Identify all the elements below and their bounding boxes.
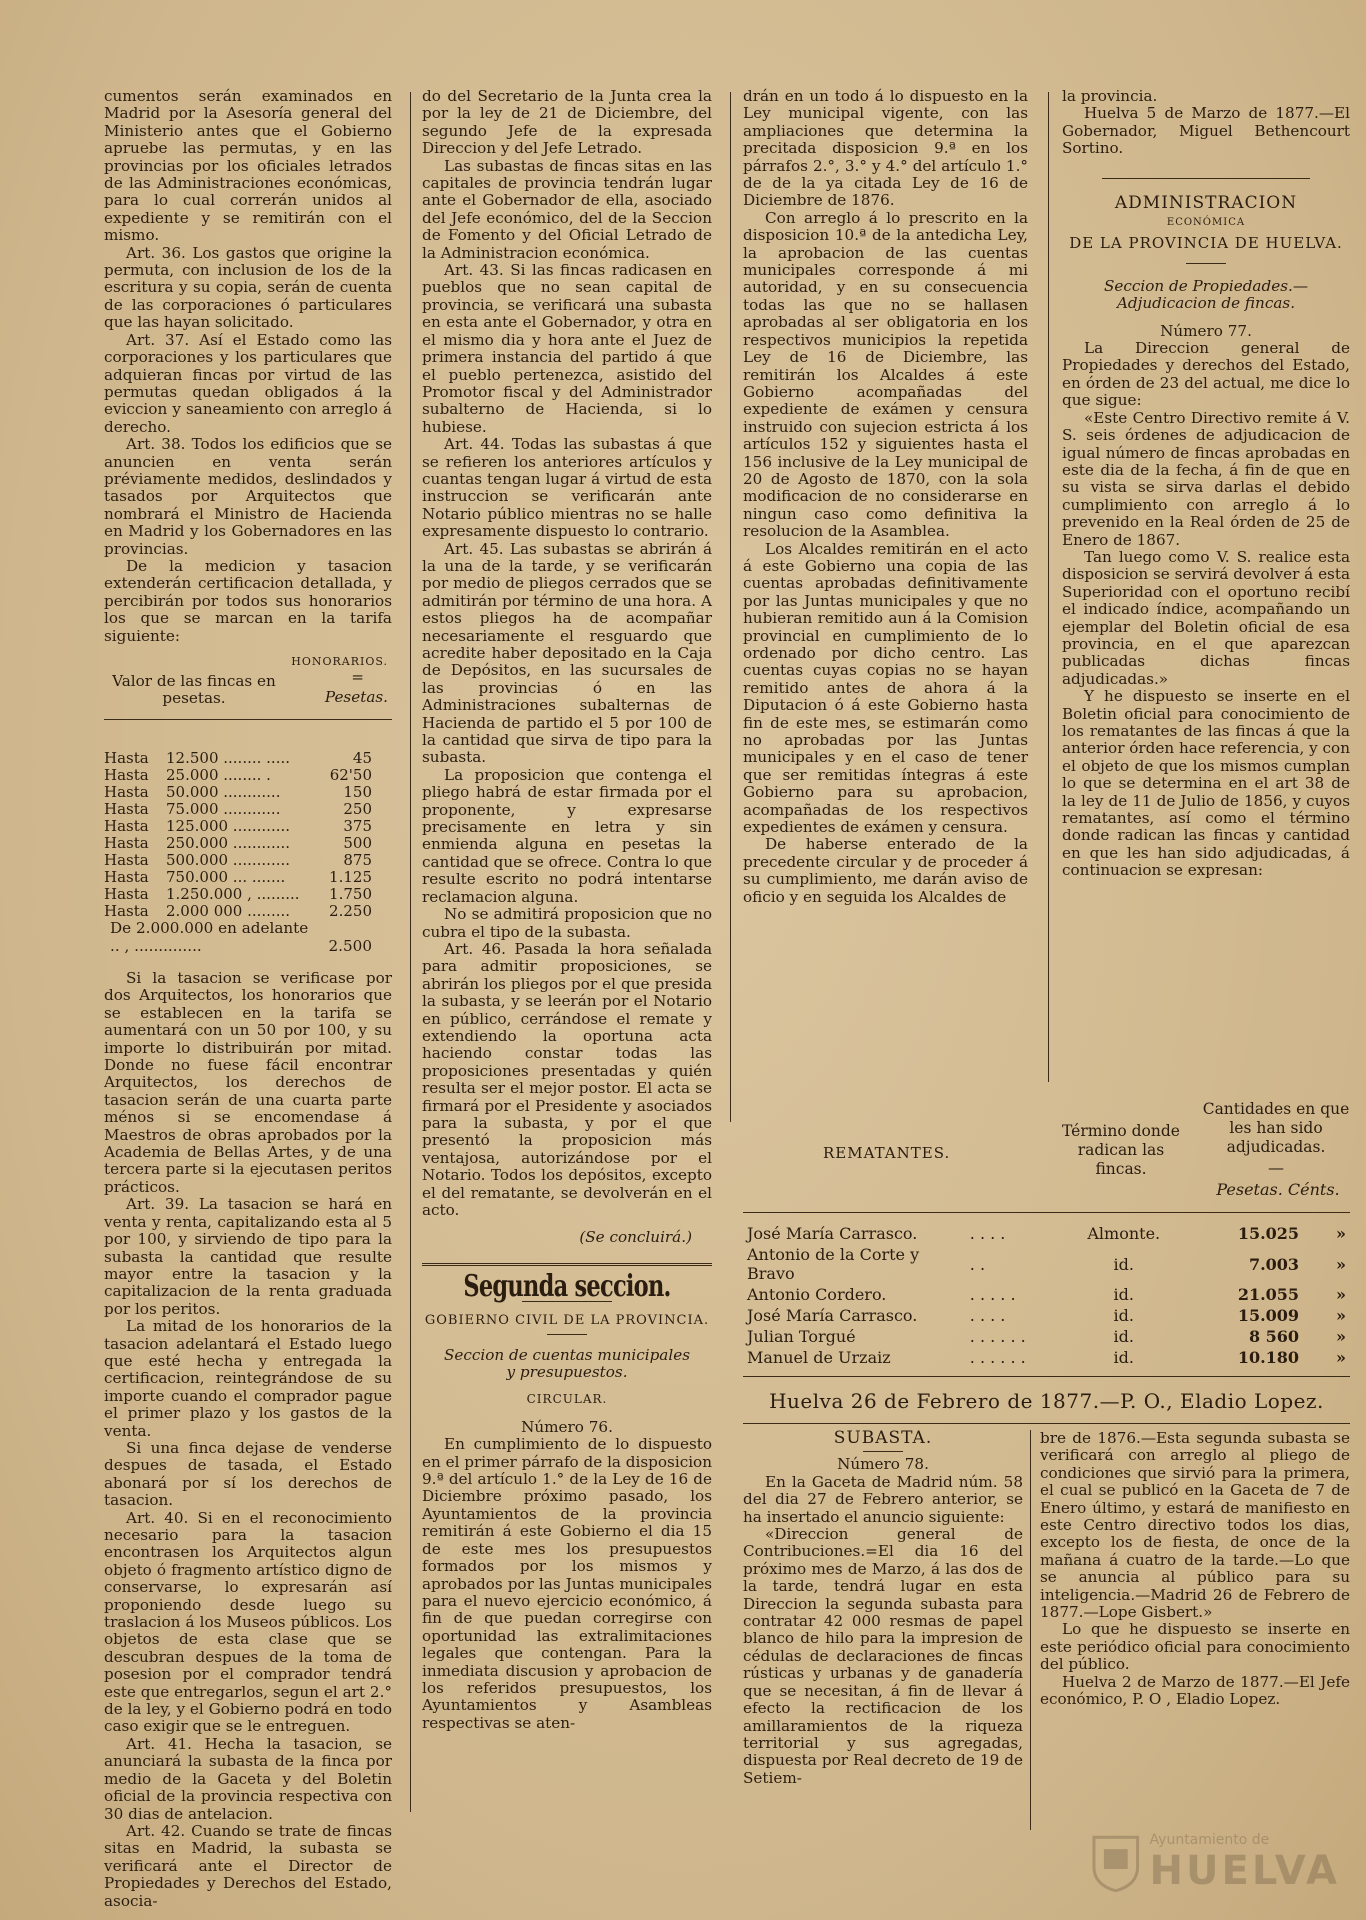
rematante-amount: 10.180 <box>1237 1348 1300 1367</box>
fee-header-right: HONORARIOS. <box>291 655 388 668</box>
rematante-name: Antonio Cordero. <box>747 1285 887 1304</box>
rematante-cents: » <box>1336 1254 1346 1274</box>
rematante-term: id. <box>1113 1327 1134 1346</box>
rematante-term: id. <box>1113 1285 1134 1304</box>
paragraph: drán en un todo á lo dispuesto en la Ley municipal vigente, con las ampliaciones que determina la precitada disposicion 9.ª en los párrafos 2.°, 3.° y 4.° del artículo 1.° de de la ya citada Ley de 16 de Diciembre de 1876. <box>743 87 1028 210</box>
fee-value: 250.000 ............ <box>166 834 291 852</box>
fee-amount: 375 <box>343 817 372 835</box>
rematante-name: Manuel de Urzaiz <box>747 1348 891 1367</box>
fee-label: Hasta <box>104 766 149 784</box>
paragraph: «Direccion general de Contribuciones.=El dia 16 del próximo mes de Marzo, á las dos de la tarde, tendrá lugar en esta Direccion la segunda subasta para contratar 42 000 resmas de papel blanco de hilo para la impresion de cédulas de declaraciones de fincas rústicas y urbanas y de ganadería que se necesitan, á fin de llevar á efecto la rectificacion de los amillaramientos de la riqueza territorial y sus agregadas, dispuesta por Real decreto de 19 de Setiem- <box>743 1525 1023 1787</box>
archive-watermark <box>1090 1828 1340 1898</box>
section-divider <box>422 1263 712 1266</box>
rematantes-section <box>743 1096 1350 1434</box>
paragraph: Art. 39. La tasacion se hará en venta y renta, capitalizando esta al 5 por 100, y sirviendo de tipo para la subasta la cantidad que resulte mayor entre la tasacion y la capitalizacion de la renta graduada por los peritos. <box>104 1195 392 1318</box>
rematante-amount: 15.025 <box>1237 1224 1300 1243</box>
fee-label: Hasta <box>104 783 149 801</box>
admin-heading: ADMINISTRACION <box>1114 192 1298 213</box>
ornament-rule <box>547 1334 587 1335</box>
watermark-small: Ayuntamiento de <box>1149 1832 1270 1848</box>
paragraph: Los Alcaldes remitirán en el acto á este Gobierno una copia de las cuentas aprobadas definitivamente por las Juntas municipales y que no hubieran remitido aun á la Comision provincial en cumplimiento de lo ordenado por dicho centro. Las cuentas cuyas copias no se hayan remitido antes de ahora á la Diputacion ó á este Gobierno hasta fin de este mes, se estimarán como no aprobadas por las Juntas municipales y en el caso de tener que ser remitidas íntegras á este Gobierno para su aprobacion, acompañadas de los respectivos expedientes de exámen y censura. <box>743 539 1028 837</box>
fee-row <box>104 869 392 886</box>
fee-value: 50.000 ............ <box>166 783 281 801</box>
rematante-row <box>743 1244 1350 1284</box>
fee-label: Hasta <box>104 885 149 903</box>
fee-amount: 1.750 <box>329 885 372 903</box>
fee-table-header <box>104 653 392 715</box>
column-4 <box>1062 88 1350 880</box>
paragraph: Art. 45. Las subastas se abrirán á la una de la tarde, y se verificarán por medio de pliegos cerrados que se admitirán por término de una hora. A estos pliegos ha de acompañar necesariamente el resguardo que acredite haber depositado en la Caja de Depósitos, en las sucursales de las provincias ó en las Administraciones subalternas de Hacienda de partido el 5 por 100 de la cantidad que sirva de tipo para la subasta. <box>422 539 712 767</box>
header-term: Término donde radican las fincas. <box>1062 1122 1180 1178</box>
fee-last-label-a: De 2.000.000 en adelante <box>110 919 309 937</box>
divider <box>743 1376 1350 1377</box>
fee-table <box>104 750 392 920</box>
fee-value: 75.000 ............ <box>166 800 281 818</box>
fee-row <box>104 903 392 920</box>
fee-row <box>104 784 392 801</box>
notice-number: Número 77. <box>1160 321 1252 340</box>
paragraph: Y he dispuesto se inserte en el Boletin oficial para conocimiento de los rematantes de las fincas á que la anterior órden hace referencia, y con el objeto de que los mismos cumplan lo que se determina en el art 38 de la ley de 11 de Julio de 1856, y cuyos rematantes, así como el término donde radican las fincas y cantidad en que les han sido adjudicadas, á continuacion se expresan: <box>1062 687 1350 880</box>
fee-label: Hasta <box>104 749 149 767</box>
fee-value: 1.250.000 , ......... <box>166 885 300 903</box>
fee-amount: 250 <box>343 800 372 818</box>
section-subheading: GOBIERNO CIVIL DE LA PROVINCIA. <box>424 1313 710 1329</box>
paragraph: «Este Centro Directivo remite á V. S. seis órdenes de adjudicacion de igual número de fincas aprobadas en este dia de la fecha, á fin de que en su vista se sirva darlas el debido cumplimiento con arreglo á lo prevenido en la Real órden de 25 de Enero de 1867. <box>1062 408 1350 549</box>
rematantes-table <box>743 1223 1350 1368</box>
fee-last-value: 2.500 <box>328 937 372 955</box>
paragraph: La mitad de los honorarios de la tasacion adelantará el Estado luego que esté hecha y entregada la certificacion, reintegrándose de su importe cuando el comprador pague el primer plazo y los gastos de la venta. <box>104 1317 392 1440</box>
section-subtitle: Seccion de Propiedades.—Adjudicacion de fincas. <box>1103 276 1309 313</box>
header-amount: Cantidades en que les han sido adjudicadas. <box>1202 1100 1350 1156</box>
ornament-rule <box>1186 263 1226 264</box>
rematante-amount: 21.055 <box>1237 1285 1300 1304</box>
ornament-rule <box>863 1451 903 1452</box>
fee-row <box>104 750 392 767</box>
fee-label: Hasta <box>104 817 149 835</box>
notice-number: Número 78. <box>837 1455 929 1474</box>
section-subtitle: Seccion de cuentas municipales y presupuestos. <box>444 1345 690 1382</box>
fee-row <box>104 818 392 835</box>
paragraph: Art. 44. Todas las subastas á que se refieren los anteriores artículos y cuantas tengan lugar á virtud de esta instruccion se verificarán ante Notario público mientras no se halle expresamente dispuesto lo contrario. <box>422 435 712 541</box>
section-heading: Segunda seccion. <box>463 1268 671 1304</box>
fee-label: Hasta <box>104 902 149 920</box>
paragraph: En cumplimiento de lo dispuesto en el primer párrafo de la disposicion 9.ª del artículo 1.° de la Ley de 16 de Diciembre próximo pasado, los Ayuntamientos de la provincia remitirán á este Gobierno el dia 15 de este mes los presupuestos formados por los mismos y aprobados por las Juntas municipales para el nuevo ejercicio económico, á fin de que puedan corregirse con oportunidad las extralimitaciones legales que contengan. Para la inmediata discusion y aprobacion de los referidos presupuestos, los Ayuntamientos y Asambleas respectivas se aten- <box>422 1435 712 1732</box>
column-1 <box>104 88 392 1910</box>
rematante-row <box>743 1284 1350 1305</box>
fee-value: 125.000 ............ <box>166 817 291 835</box>
fee-amount: 2.250 <box>329 902 372 920</box>
rematante-name: Antonio de la Corte y Bravo <box>747 1245 920 1283</box>
divider <box>1102 178 1310 179</box>
paragraph: Art. 40. Si en el reconocimiento necesario para la tasacion encontrasen los Arquitectos algun objeto ó fragmento artístico digno de conservarse, lo expresarán así proponiendo desde luego su traslacion á los Museos públicos. Los objetos de esta clase que se descubran despues de la toma de posesion por el comprador tendrá este que entregarlos, segun el art 2.° de la ley, y el Gobierno podrá en todo caso exigir que se le entreguen. <box>104 1508 392 1736</box>
rematante-row <box>743 1305 1350 1326</box>
fee-label: Hasta <box>104 868 149 886</box>
rematante-row <box>743 1347 1350 1368</box>
rematante-cents: » <box>1336 1327 1346 1346</box>
paragraph: Art. 36. Los gastos que origine la permuta, con inclusion de los de la escritura y su copia, serán de cuenta de las corporaciones ó particulares que las hayan solicitado. <box>104 243 392 332</box>
column-2 <box>422 88 712 1732</box>
divider <box>743 1423 1350 1424</box>
subasta-title: SUBASTA. <box>833 1428 933 1448</box>
fee-label: Hasta <box>104 800 149 818</box>
fee-row <box>104 852 392 869</box>
header-unit: Pesetas. Cénts. <box>1216 1180 1340 1199</box>
rematante-amount: 8 560 <box>1248 1327 1300 1346</box>
fee-row <box>104 801 392 818</box>
column-rule <box>1030 1430 1031 1830</box>
fee-label: Hasta <box>104 834 149 852</box>
signature-line: Huelva 26 de Febrero de 1877.—P. O., Eladio Lopez. <box>769 1389 1324 1413</box>
fee-last-row <box>104 920 392 956</box>
paragraph: Si la tasacion se verificase por dos Arquitectos, los honorarios que se establecen en la tarifa se aumentará con un 50 por 100, y su importe lo distribuirán por mitad. Donde no fuese fácil encontrar Arquitectos, los derechos de tasacion serán de una cuarta parte ménos si se encomendase á Maestros de obras aprobados por la Academia de Bellas Artes, y de una tercera parte si la ejecutasen peritos prácticos. <box>104 969 392 1196</box>
paragraph: Art. 37. Así el Estado como las corporaciones y los particulares que adquieran fincas por virtud de las permutas quedan obligados á la eviccion y saneamiento con arreglo á derecho. <box>104 330 392 436</box>
paragraph: En la Gaceta de Madrid núm. 58 del dia 27 de Febrero anterior, se ha insertado el anuncio siguiente: <box>743 1472 1023 1526</box>
rematante-term: id. <box>1113 1348 1134 1367</box>
leader-dots: . . . . . . <box>969 1348 1026 1367</box>
paragraph: Art. 42. Cuando se trate de fincas sitas en Madrid, la subasta se verificará ante el Director de Propiedades y Derechos del Estado, asocia- <box>104 1821 392 1910</box>
fee-header-left: Valor de las fincas en pesetas. <box>112 672 276 708</box>
leader-dots: . . . . . . <box>969 1327 1026 1346</box>
fee-value: 2.000 000 ......... <box>166 902 291 920</box>
fee-row <box>104 886 392 903</box>
column-rule <box>410 92 411 1812</box>
paragraph: Si una finca dejase de venderse despues de tasada, el Estado abonará por sí los derechos de tasacion. <box>104 1438 392 1510</box>
paragraph: bre de 1876.—Esta segunda subasta se verificará con arreglo al pliego de condiciones que sirvió para la primera, el cual se publicó en la Gaceta de 7 de Enero último, y estará de manifiesto en este Centro directivo todos los dias, excepto los de fiesta, de once de la mañana á cuatro de la tarde.—Lo que se anuncia al público para su inteligencia.—Madrid 26 de Febrero de 1877.—Lope Gisbert.» <box>1040 1429 1350 1622</box>
column-rule <box>730 92 731 1122</box>
column-3 <box>743 88 1028 906</box>
paragraph: De la medicion y tasacion extenderán certificacion detallada, y percibirán por todos sus honorarios los que se marcan en la tarifa siguiente: <box>104 556 392 645</box>
fee-amount: 1.125 <box>329 868 372 886</box>
rematantes-header <box>743 1096 1350 1212</box>
column-rule <box>1048 92 1049 1082</box>
fee-amount: 500 <box>343 834 372 852</box>
fee-value: 12.500 ........ ..... <box>166 749 291 767</box>
rematante-amount: 15.009 <box>1237 1306 1300 1325</box>
paragraph: la provincia. <box>1062 87 1158 105</box>
watermark-big: HUELVA <box>1149 1848 1340 1894</box>
paragraph: Huelva 5 de Marzo de 1877.—El Gobernador, Miguel Bethencourt Sortino. <box>1062 104 1350 158</box>
fee-amount: 875 <box>343 851 372 869</box>
fee-value: 500.000 ............ <box>166 851 291 869</box>
fee-amount: 150 <box>343 783 372 801</box>
fee-label: Hasta <box>104 851 149 869</box>
rematante-name: José María Carrasco. <box>747 1224 918 1243</box>
leader-dots: . . <box>969 1254 986 1274</box>
fee-header-eq: = <box>351 668 364 686</box>
shield-icon <box>1090 1833 1142 1893</box>
to-be-continued: (Se concluirá.) <box>579 1228 692 1247</box>
rematante-name: Julian Torgué <box>747 1327 856 1346</box>
rematante-term: id. <box>1113 1254 1134 1274</box>
paragraph: Con arreglo á lo prescrito en la disposicion 10.ª de la antedicha Ley, la aprobacion de las cuentas municipales corresponde á mi autoridad, y en su consecuencia todas las que no se hallasen aprobadas al ser obligatoria en los respectivos municipios la repetida Ley de 16 de Diciembre, las remitirán los Alcaldes á este Gobierno acompañadas del expediente de exámen y censura instruido con sujecion estricta á los artículos 152 y siguientes hasta el 156 inclusive de la Ley municipal de 20 de Agosto de 1870, con la sola modificacion de no considerarse en ningun caso como definitiva la resolucion de la Asamblea. <box>743 208 1028 541</box>
fee-amount: 62'50 <box>329 766 372 784</box>
divider <box>104 719 392 720</box>
leader-dots: . . . . <box>969 1306 1006 1325</box>
divider <box>743 1212 1350 1213</box>
paragraph: La proposicion que contenga el pliego habrá de estar firmada por el proponente, y expresarse precisamente en letra y sin enmienda alguna en pesetas la cantidad que se ofrece. Contra lo que resulte escrito no podrá intentarse reclamacion alguna. <box>422 765 712 906</box>
fee-header-unit: Pesetas. <box>324 688 388 706</box>
rematante-row <box>743 1326 1350 1347</box>
admin-province: DE LA PROVINCIA DE HUELVA. <box>1069 234 1343 253</box>
paragraph: do del Secretario de la Junta crea la por la ley de 21 de Diciembre, del segundo Jefe de la expresada Direccion y del Jefe Letrado. <box>422 87 712 158</box>
paragraph: cumentos serán examinados en Madrid por la Asesoría general del Ministerio antes que el Gobierno apruebe las permutas, y en las provincias por los oficiales letrados de las Administraciones económicas, para lo cual correrán unidos al expediente y se remitirán con el mismo. <box>104 87 392 245</box>
header-dash: — <box>1268 1158 1284 1177</box>
leader-dots: . . . . . <box>969 1285 1016 1304</box>
circular-label: CIRCULAR. <box>526 1392 608 1407</box>
admin-subheading: ECONÓMICA <box>1166 217 1246 229</box>
rematante-row <box>743 1223 1350 1244</box>
rematante-cents: » <box>1336 1224 1346 1243</box>
paragraph: Art. 43. Si las fincas radicasen en pueblos que no sean capital de provincia, se verificará una subasta en esta ante el Gobernador, y otra en el mismo dia y hora ante el Juez de primera instancia del partido á que el pueblo pertenezca, asistido del Promotor fiscal y del Administrador subalterno de Hacienda, si lo hubiese. <box>422 261 712 436</box>
fee-amount: 45 <box>352 749 372 767</box>
fee-value: 750.000 ... ....... <box>166 868 286 886</box>
paragraph: Tan luego como V. S. realice esta disposicion se servirá devolver á esta Superioridad con el oportuno recibí el indicado índice, acompañando un ejemplar del Boletin oficial de esa provincia, en el que aparezcan publicadas dichas fincas adjudicadas.» <box>1062 547 1351 688</box>
paragraph: Art. 41. Hecha la tasacion, se anunciará la subasta de la finca por medio de la Gaceta y del Boletin oficial de la provincia respectiva con 30 dias de antelacion. <box>104 1734 392 1823</box>
fee-last-label-b: .. , .............. <box>110 937 202 955</box>
subasta-column-2 <box>1040 1430 1350 1709</box>
paragraph: Art. 46. Pasada la hora señalada para admitir proposiciones, se abrirán los pliegos por el que presida la subasta, y se leerán por el Notario en público, cerrándose el remate y extendiendo la oportuna acta haciendo constar todas las proposiciones presentadas y quién resulta ser el mejor postor. El acta se firmará por el Presidente y asociados para la subasta, y por el que presentó la proposicion más ventajosa, autorizándose por el Notario. Todos los depósitos, excepto el del rematante, se devolverán en el acto. <box>422 939 712 1219</box>
rematante-term: id. <box>1113 1306 1134 1325</box>
paragraph: Las subastas de fincas sitas en las capitales de provincia tendrán lugar ante el Gobernador de ella, asociado del Jefe económico, del de la Seccion de Fomento y del Oficial Letrado de la Administracion económica. <box>422 156 712 262</box>
paragraph: La Direccion general de Propiedades y derechos del Estado, en órden de 23 del actual, me dice lo que sigue: <box>1062 339 1350 410</box>
subasta-column-1 <box>743 1430 1023 1787</box>
rematante-cents: » <box>1336 1285 1346 1304</box>
paragraph: No se admitirá proposicion que no cubra el tipo de la subasta. <box>422 905 712 941</box>
rematante-cents: » <box>1336 1306 1346 1325</box>
fee-value: 25.000 ........ . <box>166 766 271 784</box>
rematante-cents: » <box>1336 1348 1346 1367</box>
leader-dots: . . . . <box>969 1224 1006 1243</box>
paragraph: Lo que he dispuesto se inserte en este periódico oficial para conocimiento del público. <box>1040 1620 1350 1674</box>
rematante-amount: 7.003 <box>1248 1254 1300 1274</box>
rematante-name: José María Carrasco. <box>747 1306 918 1325</box>
fee-row <box>104 835 392 852</box>
paragraph: Art. 38. Todos los edificios que se anuncien en venta serán préviamente medidos, deslindados y tasados por Arquitectos que nombrará el Ministro de Hacienda en Madrid y los Gobernadores en las provincias. <box>104 435 392 558</box>
fee-row <box>104 767 392 784</box>
paragraph: Huelva 2 de Marzo de 1877.—El Jefe económico, P. O , Eladio Lopez. <box>1040 1672 1350 1709</box>
header-name: REMATANTES. <box>823 1144 951 1162</box>
notice-number: Número 76. <box>521 1417 613 1436</box>
paragraph: De haberse enterado de la precedente circular y de proceder á su cumplimiento, me darán aviso de oficio y en seguida los Alcaldes de <box>743 835 1028 906</box>
rematante-term: Almonte. <box>1087 1224 1161 1243</box>
